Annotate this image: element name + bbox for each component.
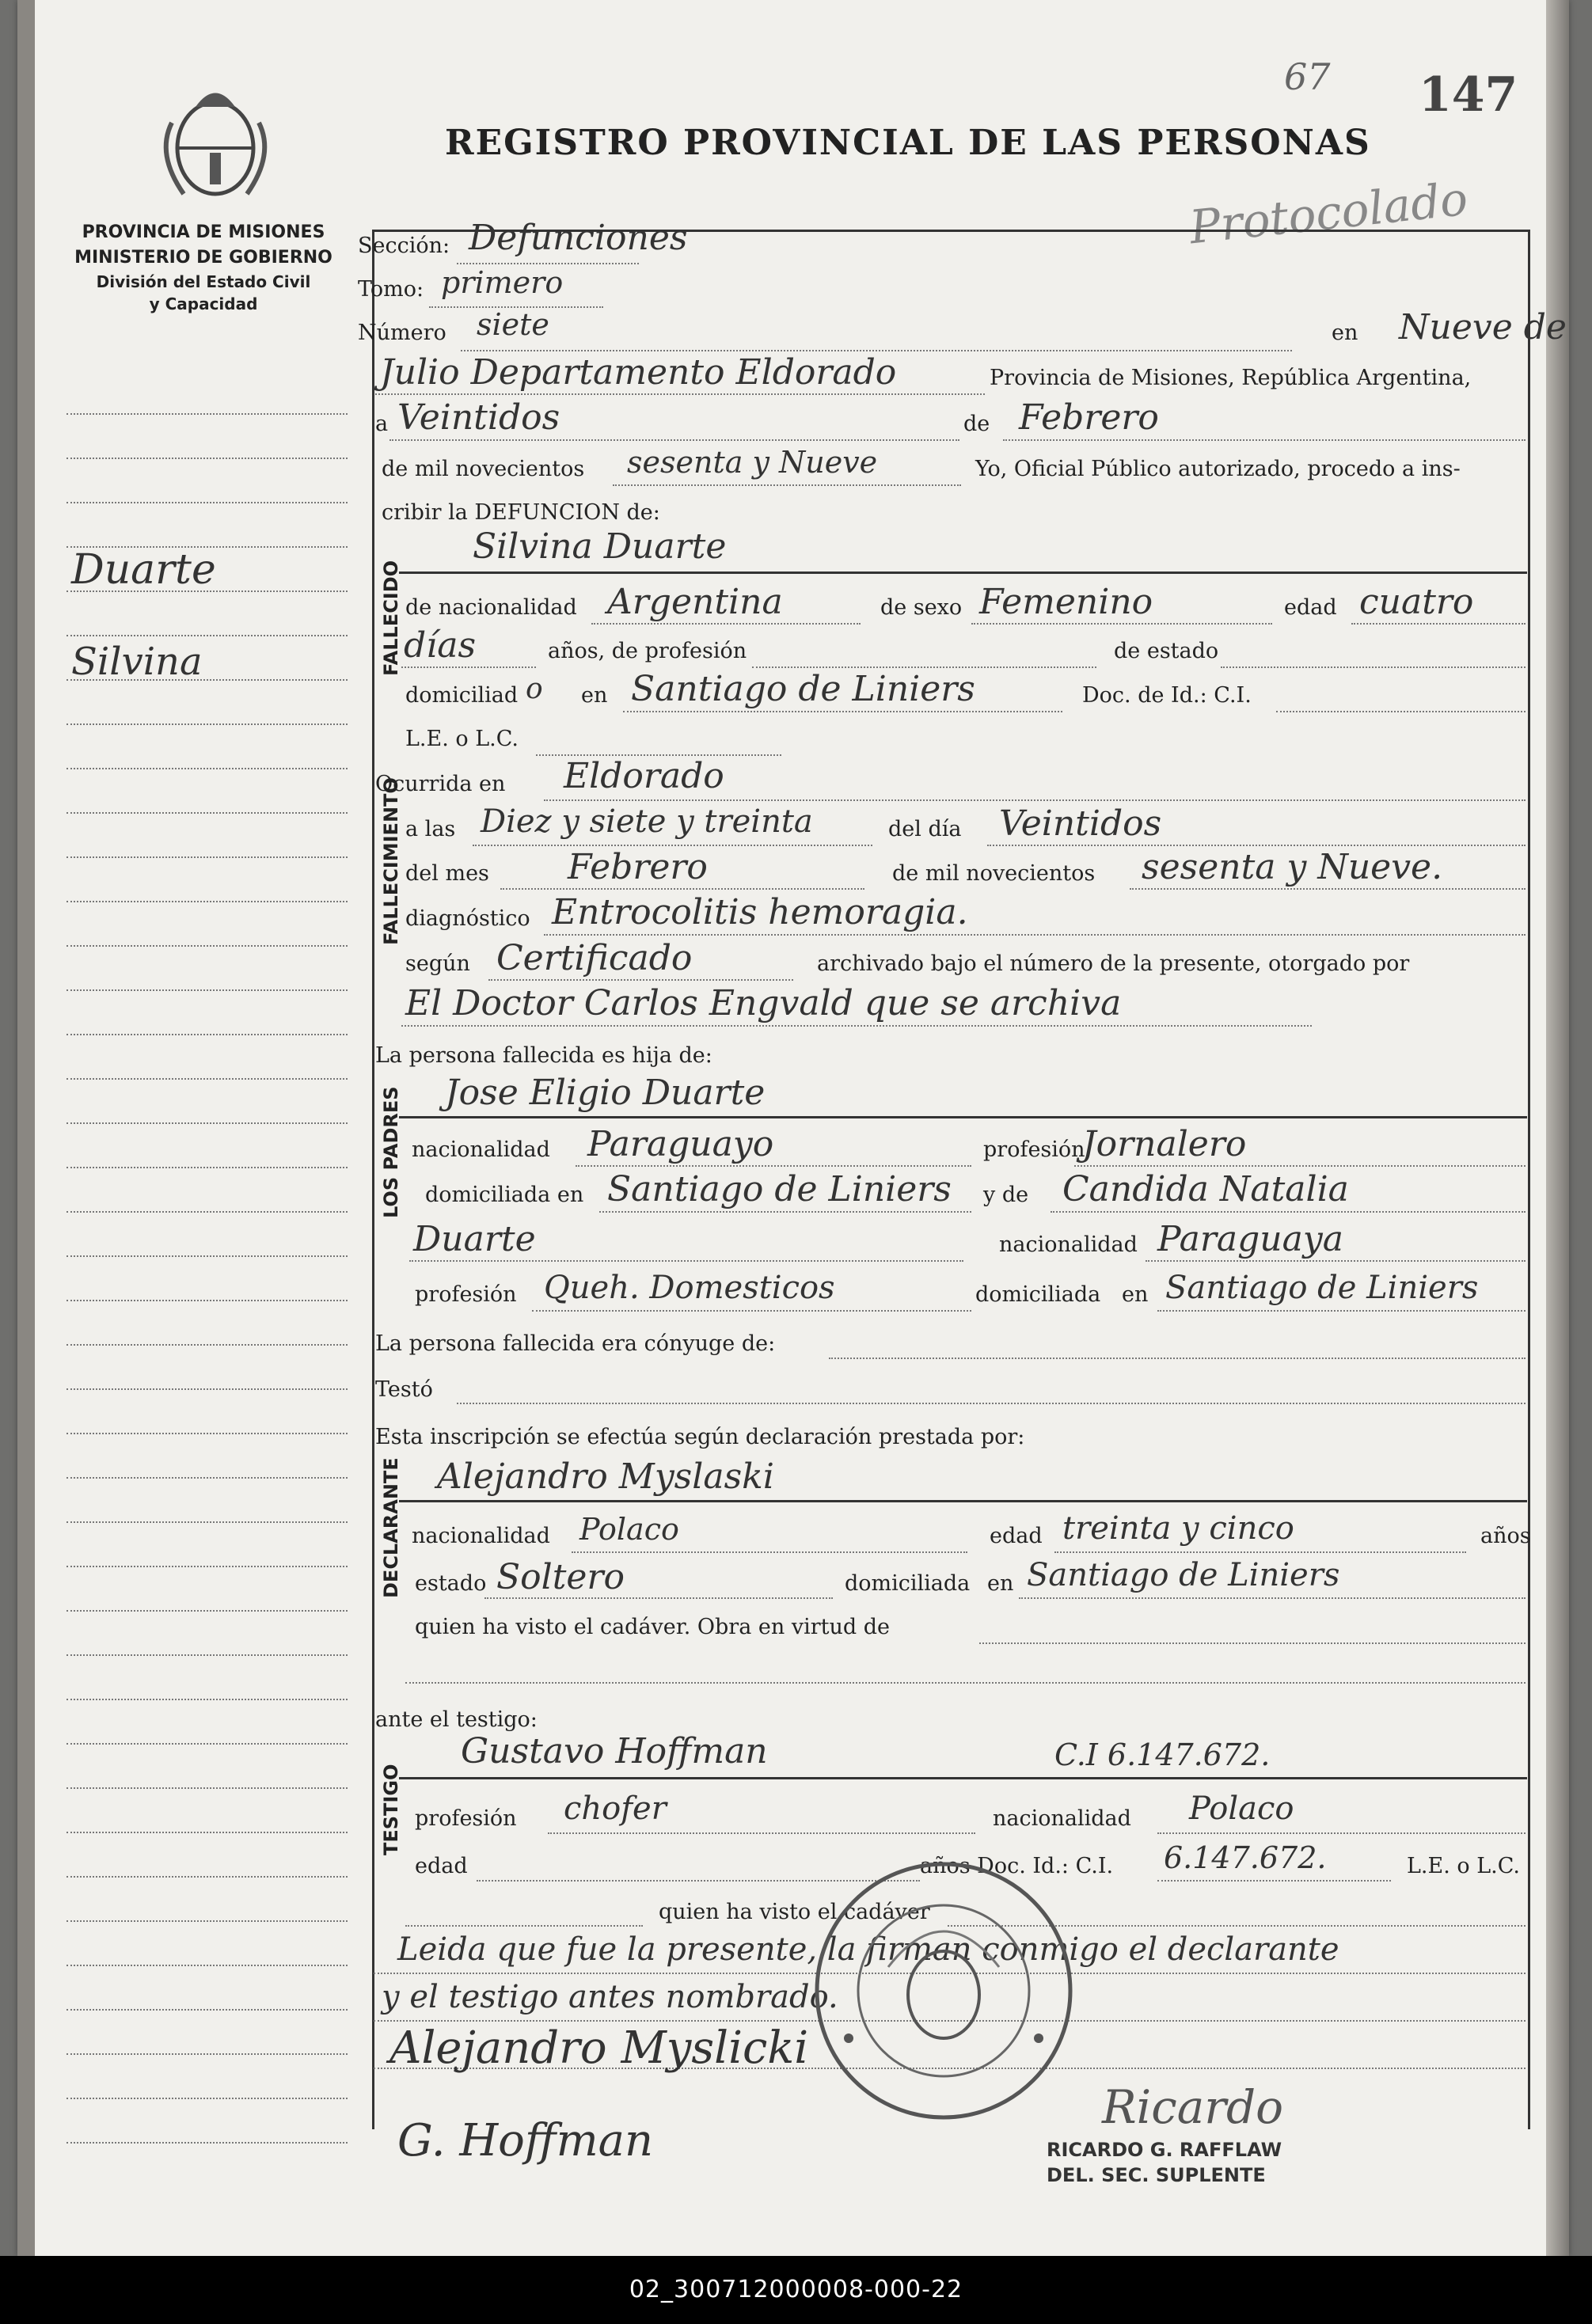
domiciliado-suffix: o <box>526 673 543 705</box>
anio-fallec-value: sesenta y Nueve. <box>1142 847 1443 887</box>
form-border-right <box>1528 230 1530 2129</box>
page-title: REGISTRO PROVINCIAL DE LAS PERSONAS <box>445 123 1371 163</box>
segun-label: según <box>405 951 470 976</box>
seccion-label: Sección: <box>358 234 450 258</box>
hora-line <box>473 845 872 846</box>
madre-prof-value: Queh. Domesticos <box>544 1270 835 1306</box>
diagnostico-line <box>544 934 1526 936</box>
en-label-2: en <box>581 683 608 708</box>
padre-dom-value: Santiago de Liniers <box>607 1169 952 1209</box>
hija-de-label: La persona fallecida es hija de: <box>375 1043 712 1068</box>
testigo-nac-line <box>1157 1832 1526 1834</box>
tomo-value: primero <box>441 265 564 300</box>
declarante-anos-label: años <box>1480 1524 1531 1548</box>
anio-line <box>613 484 961 486</box>
provincia-label: Provincia de Misiones, República Argentina, <box>990 366 1472 390</box>
ante-testigo-label: ante el testigo: <box>375 1707 538 1732</box>
domicilio-value: Santiago de Liniers <box>631 669 975 709</box>
division-heading-2: y Capacidad <box>149 294 258 313</box>
madre-apellido-value: Duarte <box>413 1219 536 1259</box>
dia-fallec-line <box>987 845 1526 846</box>
estado-label: de estado <box>1114 639 1219 663</box>
edad-line <box>1351 623 1526 625</box>
conyuge-line <box>829 1358 1526 1359</box>
officer-name: RICARDO G. RAFFLAW <box>1047 2139 1282 2161</box>
testigo-extra-line <box>405 1925 643 1927</box>
testigo-prof-label: profesión <box>415 1806 517 1831</box>
nacionalidad-value: Argentina <box>607 582 783 622</box>
padre-nac-label: nacionalidad <box>412 1137 550 1162</box>
testigo-doc-label: años Doc. Id.: C.I. <box>920 1854 1114 1878</box>
sexo-label: de sexo <box>880 595 963 620</box>
cribir-label: cribir la DEFUNCION de: <box>382 500 660 525</box>
diagnostico-label: diagnóstico <box>405 906 530 931</box>
a-label: a <box>375 412 389 436</box>
hora-value: Diez y siete y treinta <box>481 803 813 840</box>
ocurrida-value: Eldorado <box>564 756 724 796</box>
ministry-heading: MINISTERIO DE GOBIERNO <box>74 248 332 268</box>
obra-line <box>979 1642 1526 1644</box>
padre-prof-line <box>1074 1165 1526 1167</box>
medico-line <box>401 1025 1312 1027</box>
testigo-le-lc-label: L.E. o L.C. <box>1407 1854 1521 1878</box>
declarante-dom-label: domiciliada <box>845 1571 971 1596</box>
sexo-line <box>971 623 1272 625</box>
province-heading: PROVINCIA DE MISIONES <box>82 222 325 242</box>
protocolado-stamp: Protocolado <box>1187 171 1471 255</box>
madre-name-value: Candida Natalia <box>1062 1169 1349 1209</box>
mes-line <box>1003 439 1526 441</box>
section-testigo: TESTIGO <box>380 1764 402 1855</box>
del-dia-label: del día <box>888 817 962 841</box>
nacionalidad-line <box>591 623 861 625</box>
declarante-dom-line <box>1019 1597 1526 1599</box>
padre-nac-line <box>576 1165 971 1167</box>
conyuge-label: La persona fallecida era cónyuge de: <box>375 1331 776 1356</box>
padre-prof-value: Jornalero <box>1082 1124 1247 1164</box>
madre-dom-value: Santiago de Liniers <box>1165 1270 1479 1306</box>
en-label: en <box>1332 321 1358 345</box>
oficial-signature: Ricardo <box>1102 2080 1284 2134</box>
certificado-value: Certificado <box>496 938 693 978</box>
seccion-line <box>457 263 639 264</box>
mes-fallec-value: Febrero <box>568 847 708 887</box>
testigo-edad-label: edad <box>415 1854 468 1878</box>
madre-prof-line <box>532 1310 971 1312</box>
edad-value: cuatro <box>1359 582 1474 622</box>
section-fallecido: FALLECIDO <box>380 560 402 676</box>
estado-line <box>1221 666 1526 668</box>
doc-id-label: Doc. de Id.: C.I. <box>1082 683 1252 708</box>
medico-value: El Doctor Carlos Engvald que se archiva <box>405 983 1122 1023</box>
padre-rule <box>399 1116 1527 1118</box>
declarante-nac-line <box>572 1551 967 1553</box>
mes-fallec-line <box>500 888 864 890</box>
lugar-value: Julio Departamento Eldorado <box>380 352 897 393</box>
en-value: Nueve de <box>1399 307 1567 347</box>
declarante-dom-en-label: en <box>987 1571 1014 1596</box>
edad-unit-value: días <box>404 625 477 666</box>
nacionalidad-label: de nacionalidad <box>405 595 577 620</box>
testigo-ci-top: C.I 6.147.672. <box>1054 1737 1271 1772</box>
anio-fallec-line <box>1130 888 1526 890</box>
quien-ha-visto2-label: quien ha visto el cadáver <box>659 1900 930 1924</box>
declarante-nac-label: nacionalidad <box>412 1524 550 1548</box>
de-label: de <box>963 412 990 436</box>
mes-value: Febrero <box>1019 397 1159 438</box>
testigo-name-value: Gustavo Hoffman <box>461 1731 768 1771</box>
section-fallecimiento: FALLECIMIENTO <box>380 777 402 945</box>
margin-given-name: Silvina <box>71 640 203 684</box>
madre-nac-label: nacionalidad <box>999 1232 1138 1257</box>
issuing-authority <box>49 220 358 315</box>
binding-edge <box>17 0 35 2256</box>
page-number: 147 <box>1419 67 1518 123</box>
sexo-value: Femenino <box>979 582 1153 622</box>
coat-of-arms-emblem <box>140 75 291 206</box>
declarante-edad-label: edad <box>990 1524 1043 1548</box>
margin-ruled-lines <box>66 370 348 2144</box>
domicilio-line <box>623 711 1062 712</box>
madre-prof-label: profesión <box>415 1282 517 1307</box>
testo-label: Testó <box>375 1377 433 1402</box>
declarante-estado-label: estado <box>415 1571 487 1596</box>
numero-line <box>461 350 1292 351</box>
padre-prof-label: profesión <box>983 1137 1085 1162</box>
declarante-signature: Alejandro Myslicki <box>389 2022 809 2074</box>
fallecido-name-value: Silvina Duarte <box>473 526 727 567</box>
testigo-nac-label: nacionalidad <box>993 1806 1131 1831</box>
numero-label: Número <box>358 321 446 345</box>
testo-line <box>457 1403 1526 1404</box>
a-las-label: a las <box>405 817 456 841</box>
declarante-nac-value: Polaco <box>579 1512 679 1547</box>
testigo-signature: G. Hoffman <box>397 2115 654 2166</box>
declarante-edad-line <box>1054 1551 1466 1553</box>
lectura-line-1: Leida que fue la presente, la firman conmigo el declarante <box>397 1931 1339 1968</box>
madre-dom-label: domiciliada <box>975 1282 1101 1307</box>
archivado-label: archivado bajo el número de la presente, otorgado por <box>817 951 1410 976</box>
domiciliad-label: domiciliad <box>405 683 519 708</box>
de-mil-label: de mil novecientos <box>382 457 585 481</box>
declarante-edad-value: treinta y cinco <box>1062 1510 1294 1547</box>
section-declarante: DECLARANTE <box>380 1457 402 1598</box>
declarante-estado-line <box>484 1597 833 1599</box>
lugar-line <box>375 393 985 395</box>
testigo-nac-value: Polaco <box>1189 1790 1294 1827</box>
fallecido-rule <box>399 572 1527 574</box>
madre-nac-value: Paraguaya <box>1157 1219 1343 1259</box>
declarante-rule <box>399 1500 1527 1502</box>
declarante-estado-value: Soltero <box>496 1557 625 1597</box>
de-mil-nov-label: de mil novecientos <box>892 861 1096 886</box>
profesion-line <box>752 666 1096 668</box>
inscripcion-label: Esta inscripción se efectúa según declaración prestada por: <box>375 1425 1025 1449</box>
dia-fallec-value: Veintidos <box>999 803 1162 844</box>
page-number-faint: 67 <box>1284 55 1331 98</box>
official-round-seal <box>801 1848 1086 2133</box>
madre-dom-en-label: en <box>1122 1282 1149 1307</box>
testigo-prof-value: chofer <box>564 1790 667 1827</box>
yo-oficial-label: Yo, Oficial Público autorizado, procedo a ins- <box>975 457 1461 481</box>
document-page <box>17 0 1569 2256</box>
section-padres: LOS PADRES <box>380 1086 402 1218</box>
anio-value: sesenta y Nueve <box>627 445 878 480</box>
dia-value: Veintidos <box>397 397 560 438</box>
quien-ha-visto-label: quien ha visto el cadáver. Obra en virtud de <box>415 1615 891 1639</box>
madre-apellido-line <box>409 1260 963 1262</box>
madre-nac-line <box>1146 1260 1526 1262</box>
doc-id-line <box>1276 711 1526 712</box>
footer-code: 02_300712000008-000-22 <box>0 2256 1592 2324</box>
padre-dom-line <box>599 1211 971 1213</box>
division-heading: División del Estado Civil <box>96 272 311 291</box>
declarante-name-value: Alejandro Myslaski <box>437 1456 774 1497</box>
testigo-prof-line <box>548 1832 975 1834</box>
certificado-line <box>488 979 793 981</box>
madre-dom-line <box>1157 1310 1526 1312</box>
testigo-rule <box>399 1777 1527 1779</box>
ocurrida-label: Ocurrida en <box>375 772 506 796</box>
padre-name-value: Jose Eligio Duarte <box>445 1073 766 1113</box>
dia-line <box>389 439 959 441</box>
le-lc-label: L.E. o L.C. <box>405 727 519 751</box>
obra-line-2 <box>405 1682 1526 1684</box>
diagnostico-value: Entrocolitis hemoragia. <box>552 892 968 932</box>
tomo-label: Tomo: <box>358 277 424 302</box>
ocurrida-line <box>544 799 1526 801</box>
edad-unit-line <box>401 666 536 668</box>
madre-name-line <box>1051 1211 1526 1213</box>
testigo-ci-line <box>1157 1880 1391 1882</box>
anos-profesion-label: años, de profesión <box>548 639 747 663</box>
margin-surname: Duarte <box>71 546 216 594</box>
edad-label: edad <box>1284 595 1337 620</box>
lectura-line-2: y el testigo antes nombrado. <box>382 1979 838 2015</box>
officer-stamp <box>1047 2137 1282 2188</box>
y-de-label: y de <box>983 1183 1029 1207</box>
del-mes-label: del mes <box>405 861 489 886</box>
declarante-dom-value: Santiago de Liniers <box>1027 1557 1340 1593</box>
padre-nac-value: Paraguayo <box>587 1124 774 1164</box>
testigo-ci-value: 6.147.672. <box>1164 1840 1327 1875</box>
officer-title: DEL. SEC. SUPLENTE <box>1047 2164 1266 2186</box>
padre-dom-label: domiciliada en <box>425 1183 584 1207</box>
numero-value: siete <box>477 307 549 342</box>
seccion-value: Defunciones <box>469 218 688 258</box>
